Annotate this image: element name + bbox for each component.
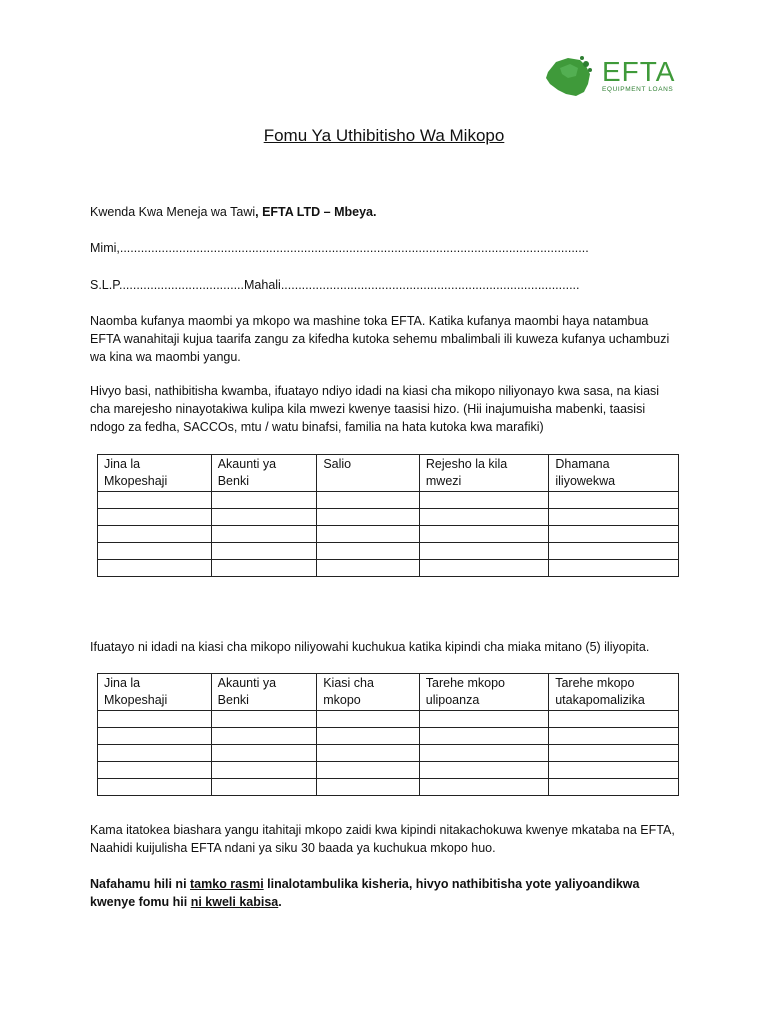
table-cell[interactable]	[98, 728, 212, 745]
table-cell[interactable]	[549, 779, 679, 796]
column-header: Jina la Mkopeshaji	[98, 455, 212, 492]
table-cell[interactable]	[98, 492, 212, 509]
logo-wordmark: EFTA	[602, 56, 676, 87]
table-cell[interactable]	[98, 526, 212, 543]
table-cell[interactable]	[549, 560, 679, 577]
column-header: Dhamana iliyowekwa	[549, 455, 679, 492]
table-cell[interactable]	[317, 779, 420, 796]
table-row	[98, 543, 679, 560]
table-row	[98, 728, 679, 745]
table-cell[interactable]	[211, 526, 317, 543]
table-cell[interactable]	[317, 526, 420, 543]
declaration-paragraph: Hivyo basi, nathibitisha kwamba, ifuatayo ndiyo idadi na kiasi cha mikopo niliyonayo kwa sasa, na kiasi cha marejesho ninayotakiwa kulipa kila mwezi kwenye taasisi hizo. (Hii inajumuisha mabenki, taasisi ndogo za fedha, SACCOs, mtu / watu binafsi, familia na hata kutoka kwa marafiki)	[90, 384, 660, 435]
addressee-branch: , EFTA LTD – Mbeya.	[255, 205, 377, 219]
table-cell[interactable]	[317, 711, 420, 728]
place-field[interactable]: ......................................................................................	[280, 278, 580, 292]
table-header-row	[98, 455, 679, 492]
address-line	[90, 276, 580, 294]
column-header: Jina la Mkopeshaji	[98, 674, 212, 711]
column-header: Kiasi cha mkopo	[317, 674, 420, 711]
declaration-text: .	[278, 895, 282, 910]
table-cell[interactable]	[98, 509, 212, 526]
table-row	[98, 526, 679, 543]
place-label: Mahali	[244, 278, 281, 292]
table-cell[interactable]	[317, 762, 420, 779]
table-row	[98, 492, 679, 509]
tanzania-map-icon	[540, 52, 598, 102]
table-cell[interactable]	[419, 711, 548, 728]
table-row	[98, 762, 679, 779]
table-header-row	[98, 674, 679, 711]
legal-declaration	[90, 875, 685, 911]
table-cell[interactable]	[549, 543, 679, 560]
table-cell[interactable]	[211, 492, 317, 509]
efta-logo	[540, 52, 680, 102]
column-header: Akaunti ya Benki	[211, 674, 317, 711]
table-cell[interactable]	[419, 762, 548, 779]
table-cell[interactable]	[549, 509, 679, 526]
table-cell[interactable]	[317, 543, 420, 560]
slp-field[interactable]: ....................................	[118, 278, 244, 292]
table-cell[interactable]	[549, 526, 679, 543]
table-cell[interactable]	[419, 779, 548, 796]
table-row	[98, 560, 679, 577]
table-cell[interactable]	[211, 711, 317, 728]
table-cell[interactable]	[98, 711, 212, 728]
table-row	[98, 745, 679, 762]
table-row	[98, 509, 679, 526]
table-cell[interactable]	[419, 526, 548, 543]
table-cell[interactable]	[98, 762, 212, 779]
intro-paragraph: Naomba kufanya maombi ya mkopo wa mashine toka EFTA. Katika kufanya maombi haya natambua EFTA wanahitaji kujua taarifa zangu za kifedha kutoka sehemu mbalimbali ili kuweza kufanya uchambuzi wa kina wa maombi yangu.	[90, 314, 670, 365]
table-cell[interactable]	[98, 560, 212, 577]
page-title: Fomu Ya Uthibitisho Wa Mikopo	[263, 126, 505, 145]
table-cell[interactable]	[549, 711, 679, 728]
addressee-prefix: Kwenda Kwa Meneja wa Tawi	[90, 205, 256, 219]
column-header: Rejesho la kila mwezi	[419, 455, 548, 492]
table-row	[98, 711, 679, 728]
table-cell[interactable]	[419, 509, 548, 526]
table-cell[interactable]	[211, 762, 317, 779]
table-cell[interactable]	[98, 745, 212, 762]
table-cell[interactable]	[98, 779, 212, 796]
table-cell[interactable]	[211, 543, 317, 560]
table-cell[interactable]	[419, 560, 548, 577]
table-cell[interactable]	[317, 745, 420, 762]
table-cell[interactable]	[317, 560, 420, 577]
table-cell[interactable]	[211, 560, 317, 577]
current-loans-table	[97, 454, 679, 577]
table-cell[interactable]	[419, 492, 548, 509]
table-cell[interactable]	[317, 509, 420, 526]
past-loans-paragraph: Ifuatayo ni idadi na kiasi cha mikopo niliyowahi kuchukua katika kipindi cha miaka mitano (5) iliyopita.	[90, 640, 650, 654]
future-loans-paragraph: Kama itatokea biashara yangu itahitaji mkopo zaidi kwa kipindi nitakachokuwa kwenye mkataba na EFTA, Naahidi kuijulisha EFTA ndani ya siku 30 baada ya kuchukua mkopo huo.	[90, 823, 675, 856]
name-field[interactable]: Mimi,.......................................................................................................................................	[90, 241, 589, 255]
table-cell[interactable]	[317, 492, 420, 509]
logo-subtitle: EQUIPMENT LOANS	[602, 86, 674, 93]
declaration-emphasis: tamko rasmi	[190, 877, 264, 891]
table-cell[interactable]	[211, 779, 317, 796]
table-cell[interactable]	[419, 728, 548, 745]
table-cell[interactable]	[549, 745, 679, 762]
declaration-text: linalotambulika kisheria, hivyo nathibitisha yote yaliyoandikwa kwenye fomu hii	[90, 877, 640, 910]
table-cell[interactable]	[549, 728, 679, 745]
table-cell[interactable]	[419, 745, 548, 762]
table-cell[interactable]	[419, 543, 548, 560]
table-row	[98, 779, 679, 796]
column-header: Tarehe mkopo utakapomalizika	[549, 674, 679, 711]
slp-label: S.L.P	[90, 278, 119, 292]
table-cell[interactable]	[211, 745, 317, 762]
table-cell[interactable]	[211, 509, 317, 526]
column-header: Salio	[317, 455, 420, 492]
table-cell[interactable]	[211, 728, 317, 745]
column-header: Akaunti ya Benki	[211, 455, 317, 492]
table-cell[interactable]	[317, 728, 420, 745]
table-cell[interactable]	[549, 492, 679, 509]
table-cell[interactable]	[98, 543, 212, 560]
past-loans-table	[97, 673, 679, 796]
column-header: Tarehe mkopo ulipoanza	[419, 674, 548, 711]
declaration-text: Nafahamu hili ni	[90, 877, 191, 891]
declaration-emphasis: ni kweli kabisa	[190, 895, 279, 910]
addressee-line	[90, 203, 376, 221]
table-cell[interactable]	[549, 762, 679, 779]
